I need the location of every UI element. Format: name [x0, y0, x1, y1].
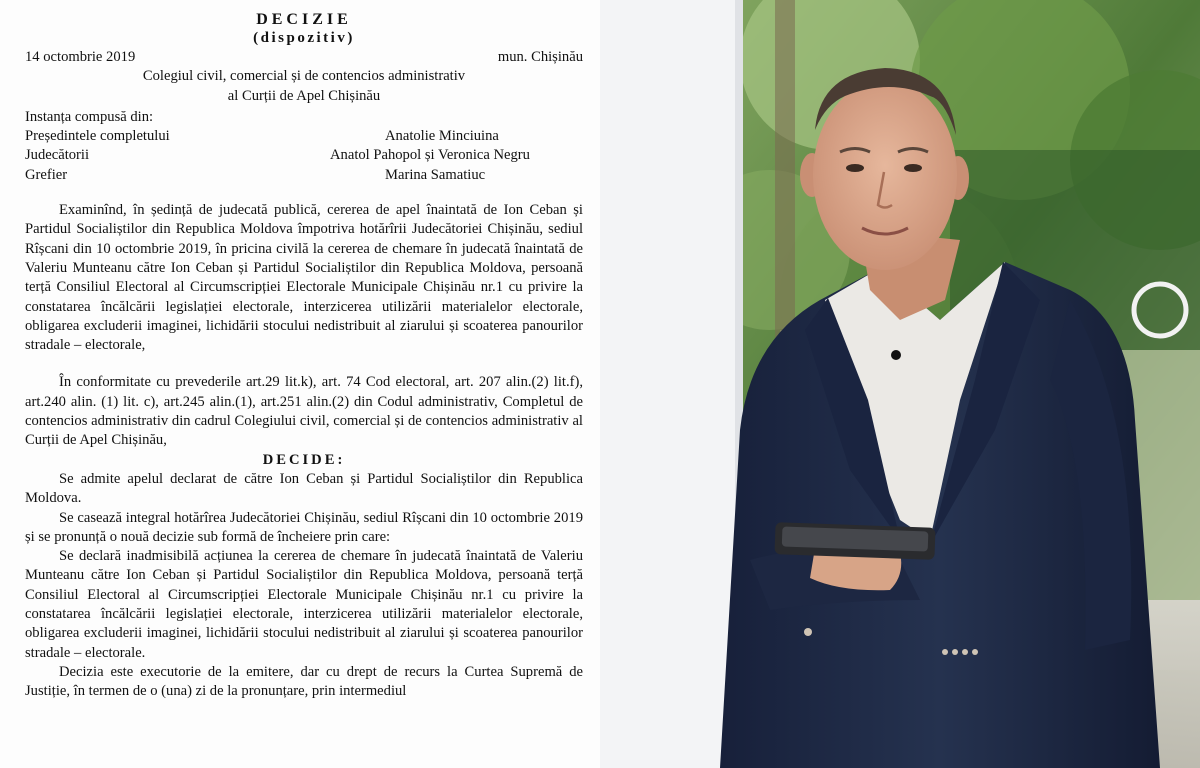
paragraph-annul: Se casează integral hotărîrea Judecătoriei Chișinău, sediul Rîșcani din 10 octombrie 2019 și se pronunță o nouă decizie sub formă de încheiere prin care:	[25, 509, 583, 545]
paragraph-executory: Decizia este executorie de la emitere, dar cu drept de recurs la Curtea Supremă de Justiție, în termen de o (una) zi de la pronunțare, prin intermediul	[25, 663, 583, 700]
document-location: mun. Chișinău	[497, 49, 583, 65]
document-body	[25, 10, 583, 702]
paragraph-examining: Examinînd, în ședință de judecată publică, cererea de apel înaintată de Ion Ceban și Partidul Socialiștilor din Republica Moldova împotriva hotărîrii Judecătoriei Chișinău, sediul Rîșcani din 10 octombrie 2019, în pricina civilă la cererea de chemare în judecată înaintată de Valeriu Munteanu către Ion Ceban și Partidul Socialiștilor din Republica Moldova, persoană terță Consiliul Electoral al Circumscripției Electorale Municipale Chișinău nr.1 cu privire la constatarea încălcării legislației electorale, interzicerea utilizării materialelor electorale, obligarea excluderii imaginei, lichidării stocului nedistribuit al ziarului și scoaterea panourilor stradale – electorale,	[25, 202, 583, 354]
court-name-line2: al Curții de Apel Chișinău	[227, 87, 381, 104]
document-title: DECIZIE	[256, 11, 352, 28]
composition-label: Instanța compusă din:	[25, 108, 154, 125]
paragraph-admit: Se admite apelul declarat de către Ion Ceban și Partidul Socialiștilor din Republica Moldova.	[25, 470, 583, 507]
composition-row-president	[25, 127, 583, 146]
composition-name: Anatol Pahopol și Veronica Negru	[330, 147, 530, 164]
date-location-row	[25, 48, 583, 67]
composition-row-judges	[25, 146, 583, 165]
composition-row-clerk	[25, 166, 583, 185]
composition-role: Judecătorii	[25, 147, 90, 164]
composition-name: Marina Samatiuc	[385, 166, 486, 183]
document-subtitle: (dispozitiv)	[253, 30, 355, 46]
paragraph-inadmissible: Se declară inadmisibilă acțiunea la cererea de chemare în judecată înaintată de Valeriu Munteanu către Ion Ceban și Partidul Socialiștilor din Republica Moldova, persoană terță Consiliul Electoral al Circumscripției Electorale Municipale Chișinău nr.1 cu privire la constatarea încălcării legislației electorale, interzicerea utilizării materialelor electorale, obligarea excluderii imaginei, lichidării stocului nedistribuit al ziarului și scoaterea panourilor stradale – electorale.	[25, 548, 583, 661]
white-backdrop	[600, 0, 743, 768]
decide-heading: DECIDE:	[262, 451, 346, 468]
composition-role: Președintele completului	[25, 128, 170, 145]
composition-name: Anatolie Minciuina	[385, 128, 499, 145]
document-date: 14 octombrie 2019	[25, 49, 136, 65]
paragraph-conformity: În conformitate cu prevederile art.29 lit.k), art. 74 Cod electoral, art. 207 alin.(2) lit.f), art.240 alin. (1) lit. c), art.245 alin.(1), art.251 alin.(2) din Codul administrativ, Completul de contencios administrativ din cadrul Colegiului civil, comercial și de contencios administrativ al Curții de Apel Chișinău,	[25, 374, 583, 449]
court-name-line1: Colegiul civil, comercial și de contencios administrativ	[142, 68, 466, 85]
portrait-photo	[600, 0, 1200, 768]
composition-role: Grefier	[25, 166, 68, 183]
